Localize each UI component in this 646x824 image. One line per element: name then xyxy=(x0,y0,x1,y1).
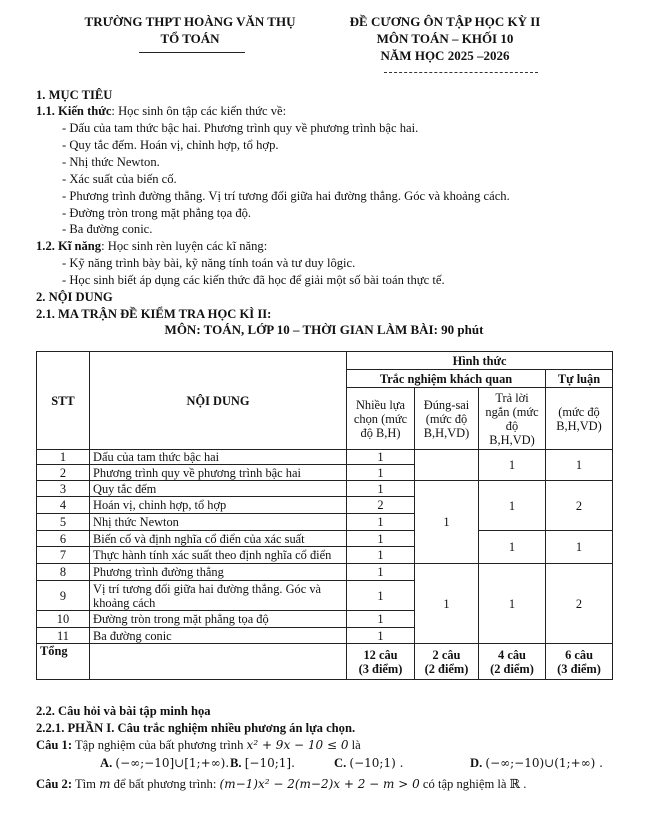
total-short-count: 4 câu xyxy=(498,647,526,662)
header-short-answer: Trả lời ngắn (mức độ B,H,VD) xyxy=(479,388,546,450)
merged-essay: 1 xyxy=(546,450,613,481)
knowledge-item: - Nhị thức Newton. xyxy=(62,155,160,169)
table-row xyxy=(37,531,613,547)
skills-item: - Học sinh biết áp dụng các kiến thức đã học để giải một số bài toán thực tế. xyxy=(62,273,445,287)
option-a-label: A. xyxy=(100,756,113,770)
row-mc: 1 xyxy=(347,531,415,547)
row-mc: 1 xyxy=(347,628,415,644)
knowledge-heading xyxy=(36,104,286,119)
header-objective: Trắc nghiệm khách quan xyxy=(347,370,546,388)
row-stt: 1 xyxy=(37,450,90,465)
merged-tf: 1 xyxy=(415,564,479,644)
table-row xyxy=(37,450,613,465)
header-true-false: Đúng-sai (mức độ B,H,VD) xyxy=(415,388,479,450)
row-content: Dấu của tam thức bậc hai xyxy=(90,450,347,465)
row-mc: 1 xyxy=(347,581,415,611)
row-stt: 9 xyxy=(37,581,90,611)
department-name: TỔ TOÁN xyxy=(160,31,220,46)
row-content: Phương trình đường thẳng xyxy=(90,564,347,581)
header-essay-level: (mức độ B,H,VD) xyxy=(546,388,613,450)
knowledge-item: - Ba đường conic. xyxy=(62,222,153,236)
table-row xyxy=(37,564,613,581)
total-tf-count: 2 câu xyxy=(432,647,461,662)
row-stt: 11 xyxy=(37,628,90,644)
total-short xyxy=(479,644,546,680)
row-mc: 1 xyxy=(347,450,415,465)
total-tf xyxy=(415,644,479,680)
merged-essay: 2 xyxy=(546,481,613,531)
total-essay-count: 6 câu xyxy=(565,647,593,662)
question-2-text: Tìm xyxy=(74,777,96,791)
row-stt: 10 xyxy=(37,611,90,628)
merged-short: 1 xyxy=(479,531,546,564)
row-mc: 2 xyxy=(347,497,415,514)
merged-short: 1 xyxy=(479,481,546,531)
row-stt: 7 xyxy=(37,547,90,564)
merged-short: 1 xyxy=(479,564,546,644)
row-stt: 8 xyxy=(37,564,90,581)
knowledge-item: - Đường tròn trong mặt phẳng tọa độ. xyxy=(62,206,252,220)
header-multiple-choice: Nhiều lựa chọn (mức độ B,H) xyxy=(347,388,415,450)
school-year: NĂM HỌC 2025 –2026 xyxy=(380,48,510,63)
row-mc: 1 xyxy=(347,611,415,628)
question-1-option-b xyxy=(230,756,295,771)
row-content: Ba đường conic xyxy=(90,628,347,644)
knowledge-item: - Phương trình đường thẳng. Vị trí tương đối giữa hai đường thẳng. Góc và khoảng cách. xyxy=(62,189,510,203)
row-stt: 4 xyxy=(37,497,90,514)
question-1-text: Tập nghiệm của bất phương trình xyxy=(74,738,244,752)
row-stt: 3 xyxy=(37,481,90,497)
section-2-2-title: 2.2. Câu hỏi và bài tập minh họa xyxy=(36,704,211,718)
question-1-end: là xyxy=(351,738,361,752)
row-content: Hoán vị, chỉnh hợp, tổ hợp xyxy=(90,497,347,514)
skills-item: - Kỹ năng trình bày bài, kỹ năng tính toán và tư duy lôgic. xyxy=(62,256,356,270)
knowledge-item: - Quy tắc đếm. Hoán vị, chỉnh hợp, tổ hợp. xyxy=(62,138,279,152)
option-d-value: (−∞;−10)∪(1;+∞) . xyxy=(485,756,603,770)
row-content: Thực hành tính xác suất theo định nghĩa cổ điển xyxy=(90,547,347,564)
option-d-label: D. xyxy=(470,756,483,770)
total-essay-points: (3 điểm) xyxy=(557,661,601,676)
merged-essay: 1 xyxy=(546,531,613,564)
part-1-title: 2.2.1. PHẦN I. Câu trắc nghiệm nhiều phương án lựa chọn. xyxy=(36,721,356,735)
row-mc: 1 xyxy=(347,481,415,497)
row-content: Đường tròn trong mặt phẳng tọa độ xyxy=(90,611,347,628)
option-b-label: B. xyxy=(230,756,242,770)
skills-intro: : Học sinh rèn luyện các kĩ năng: xyxy=(101,239,268,253)
total-mc-points: (3 điểm) xyxy=(358,661,403,676)
section-1-title: 1. MỤC TIÊU xyxy=(36,88,113,102)
merged-essay: 2 xyxy=(546,564,613,644)
option-a-value: (−∞;−10]∪[1;+∞). xyxy=(115,756,230,770)
row-content: Phương trình quy về phương trình bậc hai xyxy=(90,465,347,481)
exam-matrix-table xyxy=(36,351,613,680)
knowledge-intro: : Học sinh ôn tập các kiến thức về: xyxy=(111,104,287,118)
row-mc: 1 xyxy=(347,547,415,564)
total-mc-count: 12 câu xyxy=(363,647,398,662)
row-mc: 1 xyxy=(347,465,415,481)
header-form: Hình thức xyxy=(347,352,613,370)
skills-label: 1.2. Kĩ năng xyxy=(36,239,102,253)
merged-tf-empty xyxy=(415,450,479,481)
table-row xyxy=(37,481,613,497)
question-2-variable: m xyxy=(99,777,111,791)
question-2-expression: (m−1)x² − 2(m−2)x + 2 − m > 0 xyxy=(219,777,420,791)
question-1-option-a xyxy=(100,756,229,771)
knowledge-item: - Dấu của tam thức bậc hai. Phương trình quy về phương trình bậc hai. xyxy=(62,121,419,135)
option-b-value: [−10;1]. xyxy=(244,756,295,770)
total-essay xyxy=(546,644,613,680)
document-title: ĐỀ CƯƠNG ÔN TẬP HỌC KỲ II xyxy=(349,14,541,29)
header-essay: Tự luận xyxy=(546,370,613,388)
header-content: NỘI DUNG xyxy=(90,352,347,450)
matrix-title: 2.1. MA TRẬN ĐỀ KIỂM TRA HỌC KÌ II: xyxy=(36,307,272,321)
question-1 xyxy=(36,738,361,753)
row-content: Biến cố và định nghĩa cổ điển của xác suất xyxy=(90,531,347,547)
knowledge-item: - Xác suất của biến cố. xyxy=(62,172,177,186)
total-short-points: (2 điểm) xyxy=(490,661,534,676)
header-left-underline xyxy=(139,52,245,53)
table-total-row xyxy=(37,644,613,680)
question-1-option-c xyxy=(334,756,403,771)
subject-title: MÔN TOÁN – KHỐI 10 xyxy=(376,31,514,46)
header-stt: STT xyxy=(37,352,90,450)
total-tf-points: (2 điểm) xyxy=(424,661,469,676)
question-1-label: Câu 1: xyxy=(36,738,73,752)
question-2-end: có tập nghiệm là ℝ . xyxy=(422,777,527,791)
question-2 xyxy=(36,776,526,792)
row-content: Nhị thức Newton xyxy=(90,514,347,531)
skills-heading xyxy=(36,239,267,254)
question-2-text-2: để bất phương trình: xyxy=(113,777,217,791)
total-mc xyxy=(347,644,415,680)
question-1-expression: x² + 9x − 10 ≤ 0 xyxy=(246,738,349,752)
header-right-divider xyxy=(384,72,538,73)
option-c-label: C. xyxy=(334,756,347,770)
row-mc: 1 xyxy=(347,564,415,581)
question-2-label: Câu 2: xyxy=(36,777,73,791)
question-1-option-d xyxy=(470,756,603,771)
section-2-title: 2. NỘI DUNG xyxy=(36,290,113,304)
option-c-value: (−10;1) . xyxy=(349,756,404,770)
knowledge-label: 1.1. Kiến thức xyxy=(36,104,112,118)
merged-short: 1 xyxy=(479,450,546,481)
total-label: Tổng xyxy=(37,644,90,680)
row-stt: 6 xyxy=(37,531,90,547)
row-mc: 1 xyxy=(347,514,415,531)
row-content: Quy tắc đếm xyxy=(90,481,347,497)
merged-tf: 1 xyxy=(415,481,479,564)
row-stt: 2 xyxy=(37,465,90,481)
row-stt: 5 xyxy=(37,514,90,531)
total-empty xyxy=(90,644,347,680)
matrix-subtitle: MÔN: TOÁN, LỚP 10 – THỜI GIAN LÀM BÀI: 90 phút xyxy=(164,322,484,337)
row-content: Vị trí tương đối giữa hai đường thẳng. Góc và khoảng cách xyxy=(90,581,347,611)
school-name: TRƯỜNG THPT HOÀNG VĂN THỤ xyxy=(84,14,296,29)
